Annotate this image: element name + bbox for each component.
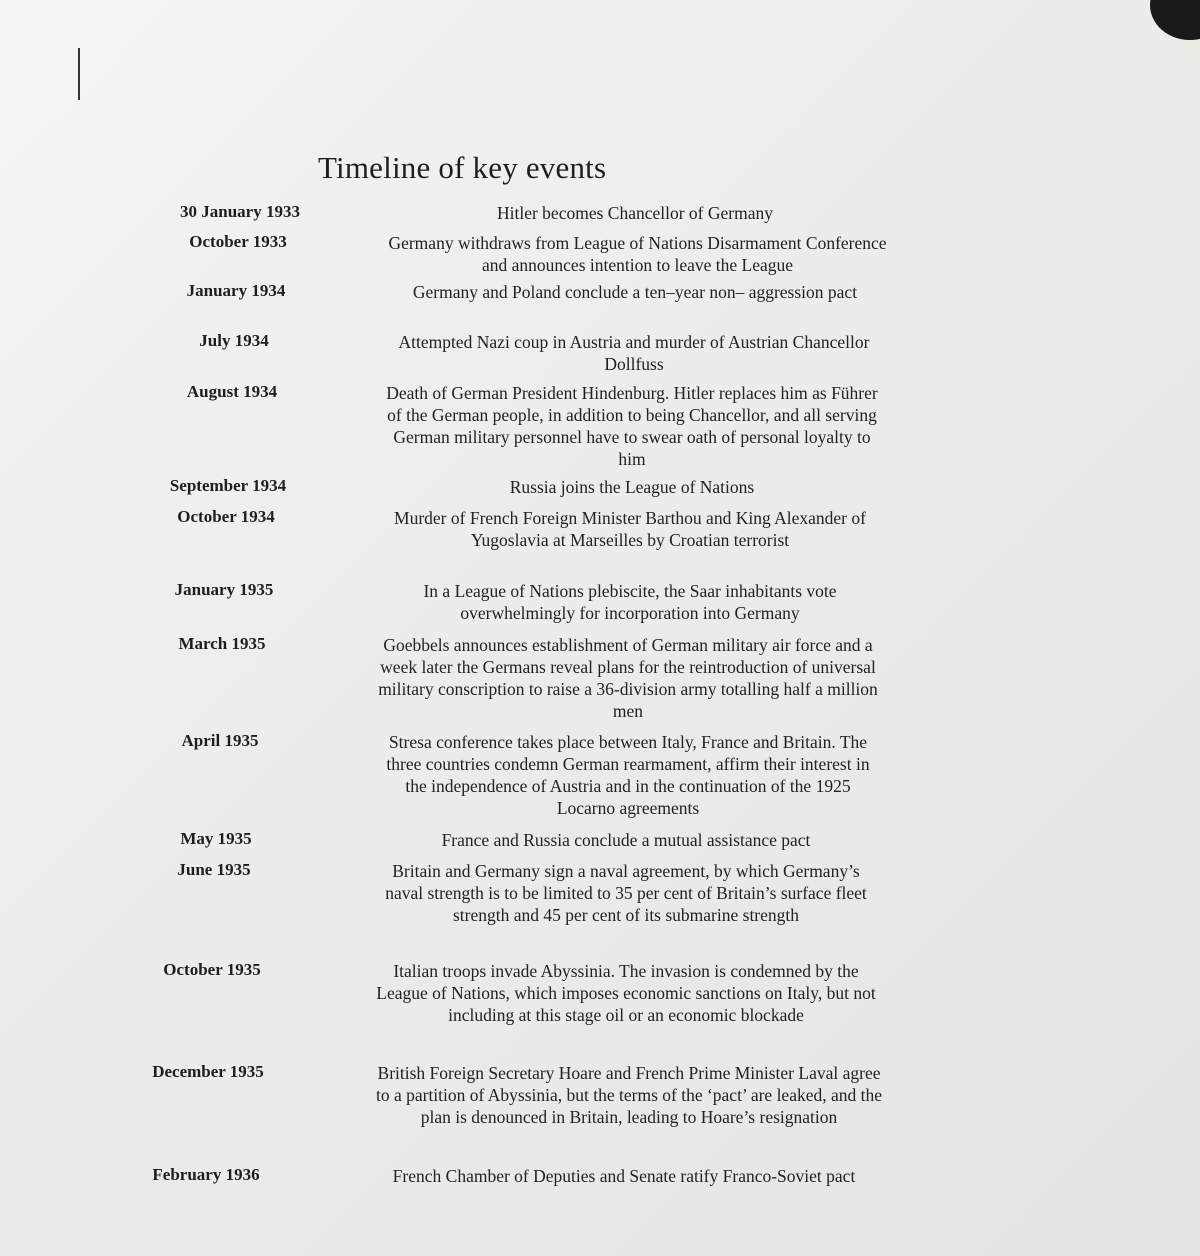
event-date: October 1934	[177, 507, 275, 526]
event-date: January 1935	[174, 580, 274, 599]
margin-mark	[78, 48, 80, 100]
event-date: December 1935	[152, 1062, 264, 1081]
event-description: In a League of Nations plebiscite, the Saar inhabitants vote overwhelmingly for incorporation into Germany	[423, 581, 837, 623]
event-description: Attempted Nazi coup in Austria and murder of Austrian Chancellor Dollfuss	[398, 332, 870, 374]
event-description: Goebbels announces establishment of German military air force and a week later the Germans reveal plans for the reintroduction of universal military conscription to raise a 36-division army totalling half a million men	[378, 635, 878, 721]
event-date: October 1933	[189, 232, 287, 251]
event-description: Russia joins the League of Nations	[509, 477, 755, 497]
event-description: Stresa conference takes place between Italy, France and Britain. The three countries condemn German rearmament, affirm their interest in the independence of Austria and in the continuation of the 1925 Locarno agreements	[386, 732, 870, 818]
event-date: October 1935	[163, 960, 261, 979]
event-description: France and Russia conclude a mutual assistance pact	[441, 830, 811, 850]
event-description: Italian troops invade Abyssinia. The invasion is condemned by the League of Nations, which imposes economic sanctions on Italy, but not including at this stage oil or an economic blockade	[376, 961, 876, 1025]
event-date: August 1934	[186, 382, 278, 401]
event-description: Murder of French Foreign Minister Barthou and King Alexander of Yugoslavia at Marseilles by Croatian terrorist	[394, 508, 866, 550]
page-title: Timeline of key events	[318, 150, 607, 185]
event-date: June 1935	[177, 860, 251, 879]
event-description: Britain and Germany sign a naval agreement, by which Germany’s naval strength is to be limited to 35 per cent of Britain’s surface fleet strength and 45 per cent of its submarine strength	[385, 861, 867, 925]
corner-shadow	[1150, 0, 1200, 40]
event-date: May 1935	[180, 829, 252, 848]
event-description: French Chamber of Deputies and Senate ratify Franco-Soviet pact	[392, 1166, 856, 1186]
event-date: September 1934	[169, 476, 287, 495]
event-date: March 1935	[178, 634, 266, 653]
event-date: April 1935	[181, 731, 259, 750]
event-description: Germany and Poland conclude a ten–year non– aggression pact	[412, 282, 858, 302]
event-description: British Foreign Secretary Hoare and French Prime Minister Laval agree to a partition of Abyssinia, but the terms of the ‘pact’ are leaked, and the plan is denounced in Britain, leading to Hoare’s resignation	[375, 1063, 883, 1127]
event-description: Hitler becomes Chancellor of Germany	[496, 203, 773, 223]
event-date: January 1934	[186, 281, 286, 300]
event-date: 30 January 1933	[180, 202, 300, 221]
event-date: July 1934	[199, 331, 269, 350]
event-description: Germany withdraws from League of Nations Disarmament Conference and announces intention to leave the League	[388, 233, 887, 275]
event-date: February 1936	[152, 1165, 260, 1184]
event-description: Death of German President Hindenburg. Hitler replaces him as Führer of the German people, in addition to being Chancellor, and all serving German military personnel have to swear oath of personal loyalty to him	[386, 383, 878, 469]
